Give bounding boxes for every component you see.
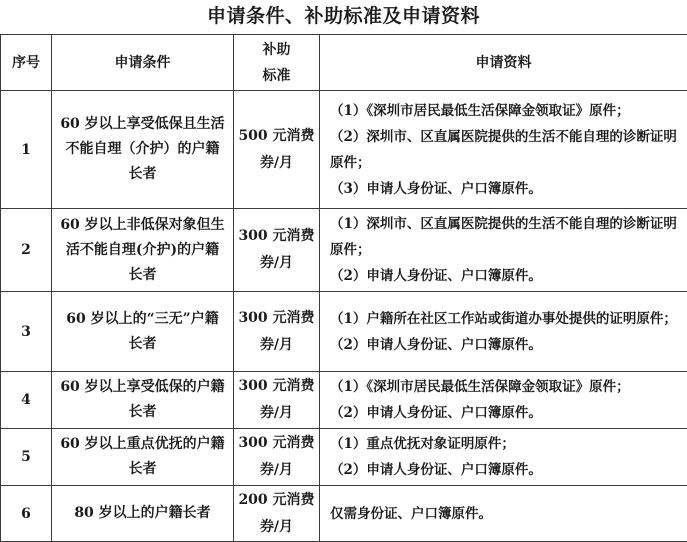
document-item: （3）申请人身份证、户口簿原件。 [330, 176, 683, 202]
header-no: 序号 [1, 35, 52, 91]
row-condition: 60 岁以上的“三无”户籍长者 [52, 292, 234, 372]
document-item: （1）深圳市、区直属医院提供的生活不能自理的诊断证明原件； [330, 211, 683, 263]
row-documents [320, 429, 687, 486]
row-documents [320, 292, 687, 372]
document-item: （2）申请人身份证、户口簿原件。 [330, 263, 683, 289]
row-number: 1 [1, 91, 52, 209]
row-subsidy: 200 元消费券/月 [234, 486, 320, 542]
row-subsidy: 500 元消费券/月 [234, 91, 320, 209]
row-number: 5 [1, 429, 52, 486]
header-subsidy [234, 35, 320, 91]
row-subsidy: 300 元消费券/月 [234, 209, 320, 292]
row-number: 3 [1, 292, 52, 372]
document-item: （2）申请人身份证、户口簿原件。 [330, 457, 683, 483]
header-subsidy-line2: 标准 [234, 63, 319, 89]
row-number: 2 [1, 209, 52, 292]
row-number: 6 [1, 486, 52, 542]
table-row [1, 292, 687, 372]
document-item: （1）《深圳市居民最低生活保障金领取证》原件； [330, 374, 683, 400]
row-condition: 80 岁以上的户籍长者 [52, 486, 234, 542]
row-documents [320, 372, 687, 429]
document-item: （1）《深圳市居民最低生活保障金领取证》原件； [330, 98, 683, 124]
table-row [1, 91, 687, 209]
row-number: 4 [1, 372, 52, 429]
subsidy-table [0, 34, 687, 542]
header-documents: 申请资料 [320, 35, 687, 91]
header-condition: 申请条件 [52, 35, 234, 91]
document-item: （2）申请人身份证、户口簿原件。 [330, 400, 683, 426]
row-documents [320, 91, 687, 209]
row-condition: 60 岁以上享受低保且生活不能自理（介护）的户籍长者 [52, 91, 234, 209]
row-condition: 60 岁以上重点优抚的户籍长者 [52, 429, 234, 486]
row-subsidy: 300 元消费券/月 [234, 372, 320, 429]
row-subsidy: 300 元消费券/月 [234, 292, 320, 372]
document-item: 仅需身份证、户口簿原件。 [330, 501, 683, 527]
document-title: 申请条件、补助标准及申请资料 [0, 2, 687, 30]
document-item: （1）重点优抚对象证明原件； [330, 431, 683, 457]
table-row [1, 486, 687, 542]
row-subsidy: 300 元消费券/月 [234, 429, 320, 486]
row-documents [320, 486, 687, 542]
table-header-row [1, 35, 687, 91]
document-item: （2）申请人身份证、户口簿原件。 [330, 332, 683, 358]
row-condition: 60 岁以上享受低保的户籍长者 [52, 372, 234, 429]
row-documents [320, 209, 687, 292]
header-subsidy-line1: 补助 [234, 37, 319, 63]
table-row [1, 429, 687, 486]
table-row [1, 209, 687, 292]
table-row [1, 372, 687, 429]
document-item: （1）户籍所在社区工作站或街道办事处提供的证明原件； [330, 306, 683, 332]
document-item: （2）深圳市、区直属医院提供的生活不能自理的诊断证明原件； [330, 124, 683, 176]
row-condition: 60 岁以上非低保对象但生活不能自理(介护)的户籍长者 [52, 209, 234, 292]
